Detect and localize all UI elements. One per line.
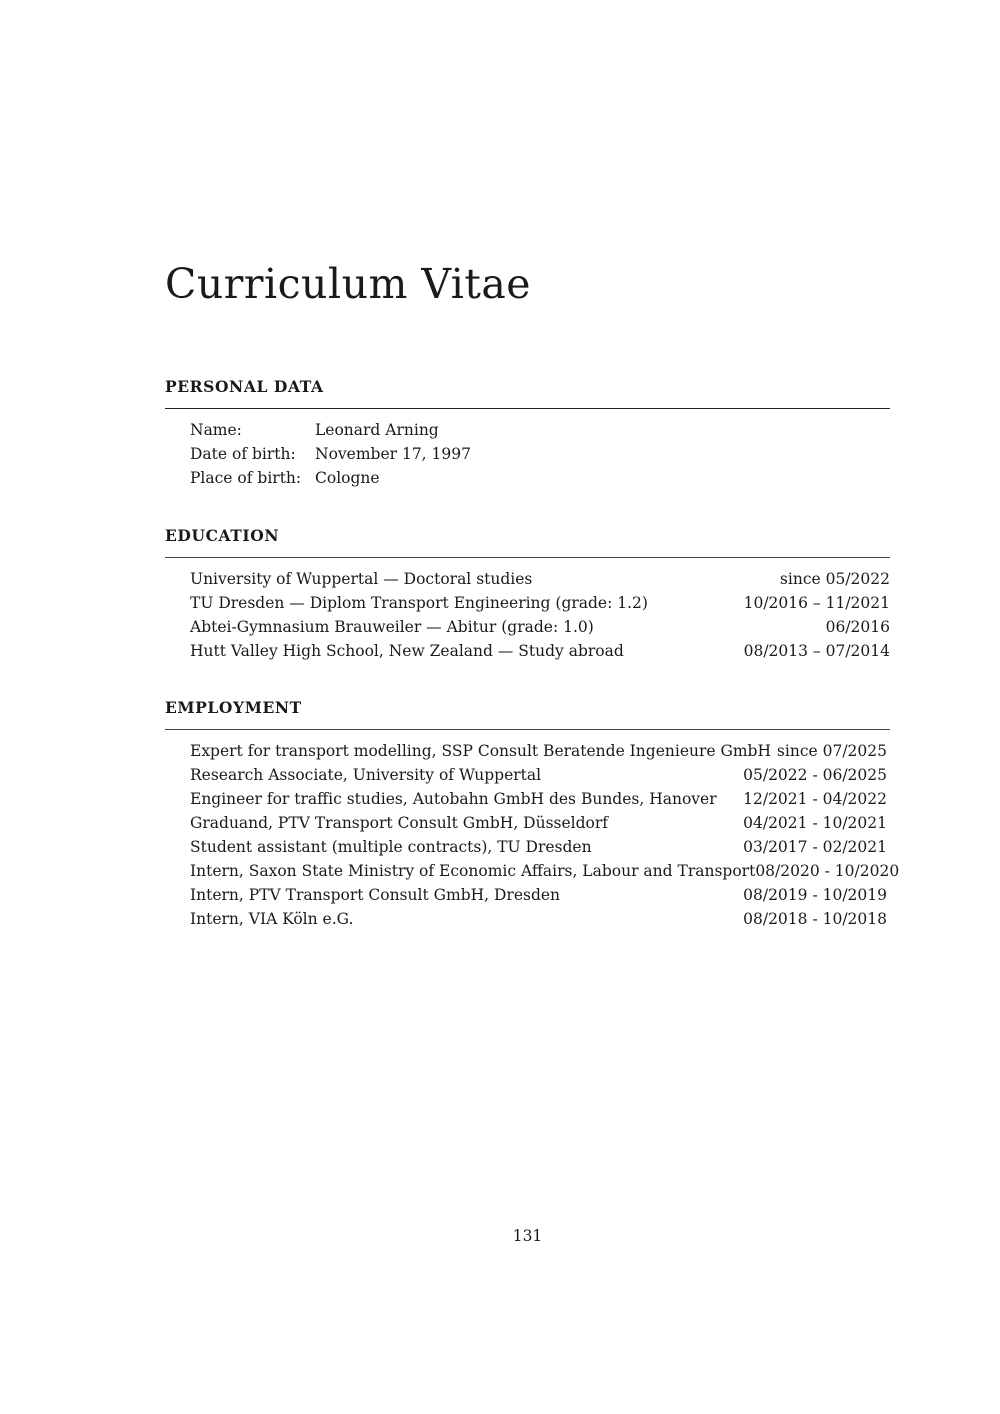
education-section	[165, 526, 890, 663]
employment-item-date: 04/2021 - 10/2021	[743, 814, 887, 832]
employment-item-date: 12/2021 - 04/2022	[743, 790, 887, 808]
education-item-text: Abtei-Gymnasium Brauweiler — Abitur (grade: 1.0)	[190, 618, 594, 636]
education-item-text: TU Dresden — Diplom Transport Engineering (grade: 1.2)	[190, 594, 648, 612]
employment-item-text: Intern, VIA Köln e.G.	[190, 910, 354, 928]
education-item-date: since 05/2022	[779, 570, 890, 588]
education-item-date: 06/2016	[825, 618, 890, 636]
employment-section	[165, 698, 900, 931]
employment-item-date: 08/2018 - 10/2018	[743, 910, 887, 928]
employment-item	[190, 787, 887, 811]
employment-item-text: Engineer for traffic studies, Autobahn GmbH des Bundes, Hanover	[190, 790, 717, 808]
field-value: Cologne	[315, 469, 380, 487]
employment-item	[190, 907, 887, 931]
education-item-date: 08/2013 – 07/2014	[743, 642, 890, 660]
employment-item-date: 05/2022 - 06/2025	[743, 766, 887, 784]
employment-item	[190, 811, 887, 835]
education-item-date: 10/2016 – 11/2021	[743, 594, 890, 612]
section-divider	[165, 729, 890, 730]
section-heading-employment: EMPLOYMENT	[165, 698, 302, 717]
field-label: Date of birth:	[190, 445, 296, 463]
employment-item	[190, 859, 900, 883]
education-item	[190, 567, 890, 591]
employment-item-date: 03/2017 - 02/2021	[743, 838, 887, 856]
personal-data-list	[190, 418, 890, 490]
employment-item-text: Graduand, PTV Transport Consult GmbH, Düsseldorf	[190, 814, 609, 832]
section-divider	[165, 408, 890, 409]
employment-item	[190, 835, 887, 859]
employment-item	[190, 883, 887, 907]
field-label: Name:	[190, 421, 242, 439]
employment-item-text: Student assistant (multiple contracts), TU Dresden	[190, 838, 592, 856]
employment-item-text: Intern, PTV Transport Consult GmbH, Dresden	[190, 886, 561, 904]
education-item	[190, 615, 890, 639]
page-title: Curriculum Vitae	[165, 260, 532, 308]
field-value: Leonard Arning	[315, 421, 439, 439]
personal-data-section	[165, 377, 890, 490]
personal-field-name	[190, 418, 890, 442]
employment-item-text: Research Associate, University of Wuppertal	[190, 766, 542, 784]
section-divider	[165, 557, 890, 558]
employment-item-text: Intern, Saxon State Ministry of Economic Affairs, Labour and Transport	[190, 862, 756, 880]
employment-item-text: Expert for transport modelling, SSP Consult Beratende Ingenieure GmbH	[190, 742, 772, 760]
field-value: November 17, 1997	[315, 445, 471, 463]
employment-item-date: 08/2020 - 10/2020	[755, 862, 900, 880]
education-item	[190, 591, 890, 615]
section-heading-personal-data: PERSONAL DATA	[165, 377, 324, 396]
education-item	[190, 639, 890, 663]
employment-list	[190, 739, 900, 931]
education-list	[190, 567, 890, 663]
employment-item-date: 08/2019 - 10/2019	[743, 886, 887, 904]
education-item-text: University of Wuppertal — Doctoral studies	[190, 570, 533, 588]
personal-field-date-of-birth	[190, 442, 890, 466]
personal-field-place-of-birth	[190, 466, 890, 490]
employment-item	[190, 739, 887, 763]
employment-item-date: since 07/2025	[776, 742, 887, 760]
section-heading-education: EDUCATION	[165, 526, 280, 545]
page-number: 131	[512, 1227, 543, 1245]
education-item-text: Hutt Valley High School, New Zealand — Study abroad	[190, 642, 624, 660]
employment-item	[190, 763, 887, 787]
field-label: Place of birth:	[190, 469, 302, 487]
